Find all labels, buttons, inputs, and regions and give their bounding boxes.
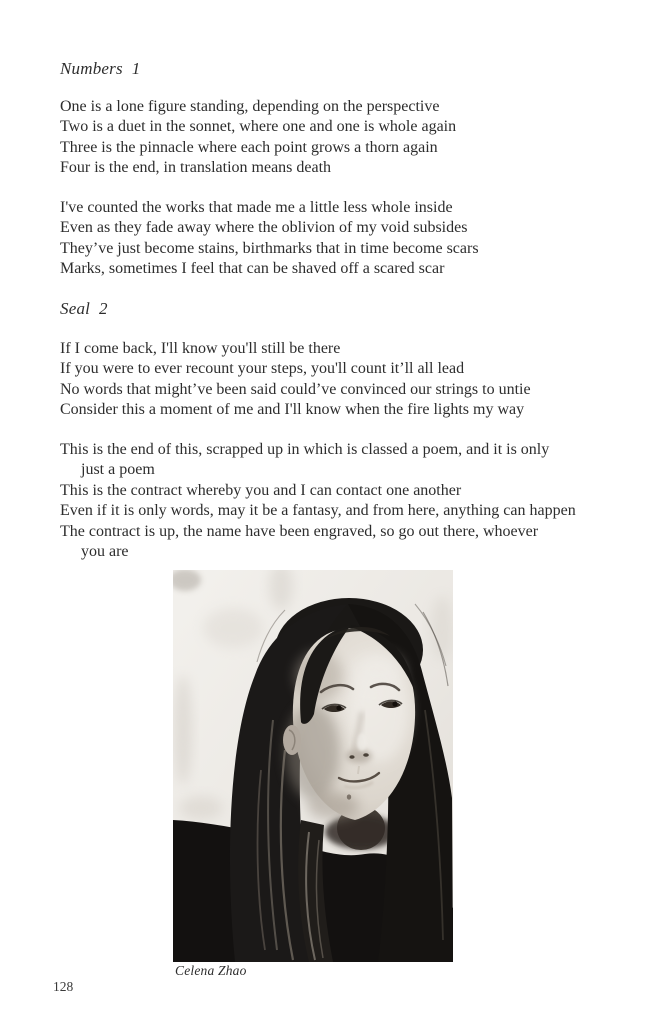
poem-line: Four is the end, in translation means death [60,159,332,177]
poem-line: Marks, sometimes I feel that can be shaved off a scared scar [60,260,445,278]
poem-line: Even if it is only words, may it be a fantasy, and from here, anything can happen [60,502,576,520]
poem-line: The contract is up, the name have been engraved, so go out there, whoever [60,522,539,540]
poem-line: They’ve just become stains, birthmarks that in time become scars [60,239,479,257]
page-number: 128 [53,979,74,994]
poem-line: If I come back, I'll know you'll still be there [60,340,341,357]
poem-title-seal: Seal 2 [60,299,108,318]
poem-line: One is a lone figure standing, depending on the perspective [60,98,440,115]
poem-line: Two is a duet in the sonnet, where one and one is whole again [60,118,457,136]
portrait-drawing [173,570,453,962]
poem-line: No words that might’ve been said could’ve convinced our strings to untie [60,380,531,398]
poem-line: This is the contract whereby you and I can contact one another [60,481,462,499]
poem-line-continuation: just a poem [81,461,155,479]
poem-line: Even as they fade away where the oblivion of my void subsides [60,219,468,237]
poem-line-continuation: you are [81,543,129,561]
poem-line: This is the end of this, scrapped up in which is classed a poem, and it is only [60,441,550,458]
poem2-stanza2 [60,440,576,562]
poem-line: Three is the pinnacle where each point grows a thorn again [60,138,438,156]
poem-title-numbers: Numbers 1 [60,59,141,78]
poem-line: If you were to ever recount your steps, you'll count it’ll all lead [60,360,465,378]
poem-line: Consider this a moment of me and I'll know when the fire lights my way [60,401,525,419]
poem-line: I've counted the works that made me a little less whole inside [60,199,453,216]
portrait-drawing-svg [173,570,453,962]
poem2-stanza1 [60,339,531,421]
artwork-caption: Celena Zhao [175,963,247,978]
poem1-stanza1 [60,97,456,179]
poem1-stanza2 [60,198,479,280]
